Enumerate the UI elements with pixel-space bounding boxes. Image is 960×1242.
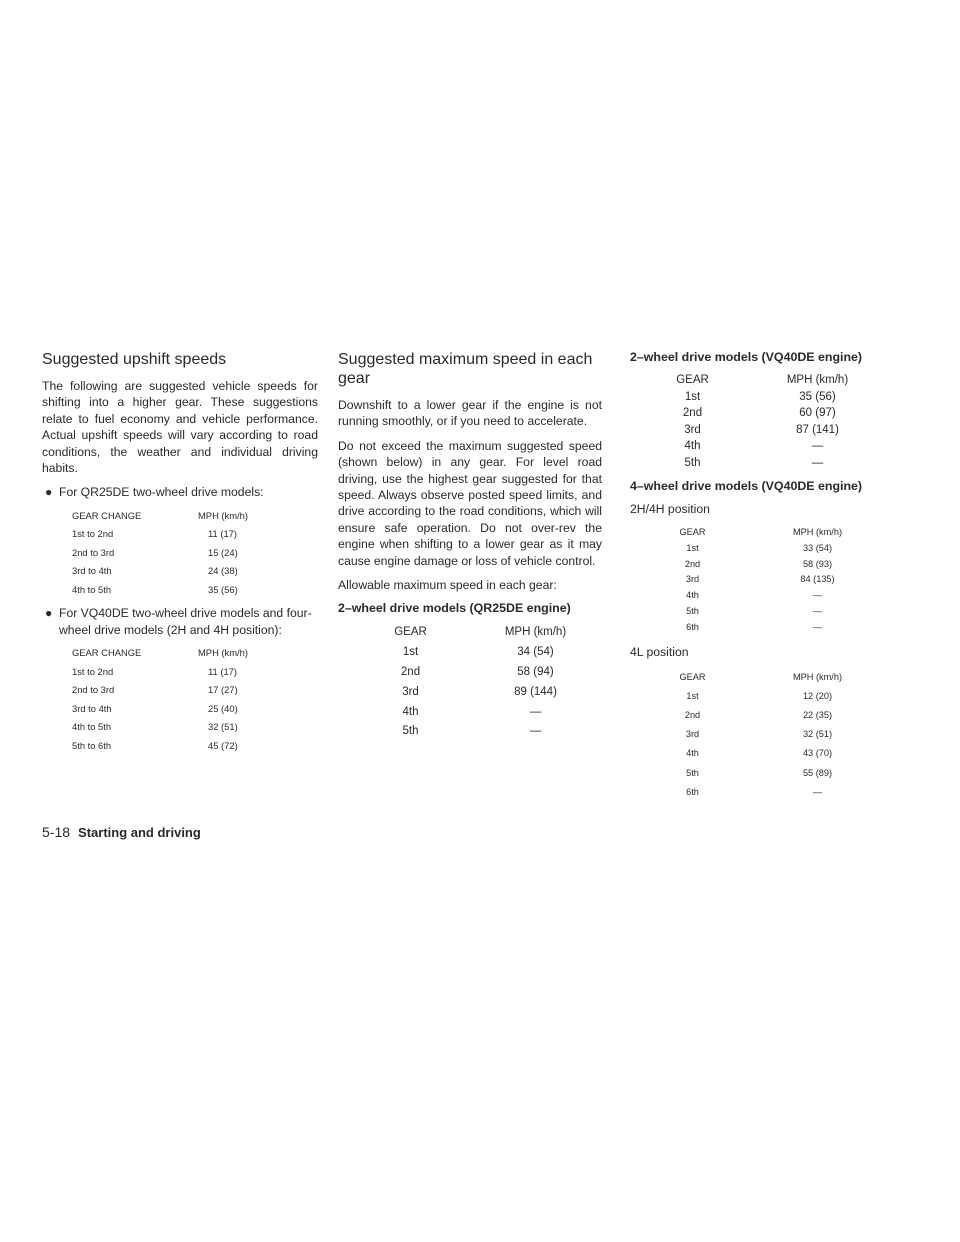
table-speed-cell: — xyxy=(812,605,823,616)
table-gear-cell: 4th to 5th xyxy=(72,721,112,733)
table-speed-cell: — xyxy=(812,590,823,601)
table-gear-cell: 1st xyxy=(684,390,701,403)
table-gear-cell: 1st xyxy=(686,690,699,701)
table-speed-cell: 35 (56) xyxy=(799,390,836,403)
table-gear-cell: 6th xyxy=(686,621,699,632)
table-gear-cell: 1st to 2nd xyxy=(72,528,114,540)
bullet-text: For QR25DE two-wheel drive models: xyxy=(59,485,264,500)
max-speed-para-1: Downshift to a lower gear if the engine is not running smoothly, or if you need to accelerate. xyxy=(338,398,602,429)
subheading-2wd-vq40de: 2–wheel drive models (VQ40DE engine) xyxy=(630,350,863,364)
table-gear-cell: 1st xyxy=(402,646,419,659)
table-header-cell: MPH (km/h) xyxy=(198,509,248,521)
table-speed-cell: 58 (93) xyxy=(802,558,833,569)
table-speed-cell: 60 (97) xyxy=(799,407,836,419)
table-gear-cell: 5th xyxy=(686,605,699,616)
table-header-cell: MPH (km/h) xyxy=(786,374,849,386)
table-speed-cell: 22 (35) xyxy=(802,709,833,720)
table-speed-cell: 25 (40) xyxy=(208,702,238,714)
table-gear-cell: 3rd xyxy=(402,685,419,698)
subheading-4wd-vq40de: 4–wheel drive models (VQ40DE engine) xyxy=(630,479,863,493)
upshift-table-vq40de xyxy=(42,644,282,755)
bullet-text: For VQ40DE two-wheel drive models and four-wheel drive models (2H and 4H position): xyxy=(59,606,312,637)
table-speed-cell: 43 (70) xyxy=(802,748,833,759)
max-speed-table-4l xyxy=(630,668,880,802)
table-speed-cell: 35 (56) xyxy=(208,583,238,595)
table-gear-cell: 4th xyxy=(686,590,699,601)
table-speed-cell: 15 (24) xyxy=(208,546,238,558)
column-3 xyxy=(630,350,892,810)
table-speed-cell: 24 (38) xyxy=(208,565,238,577)
table-speed-cell: 58 (94) xyxy=(517,666,554,679)
table-speed-cell: 32 (51) xyxy=(802,729,833,740)
table-gear-cell: 5th xyxy=(402,725,419,738)
table-gear-cell: 3rd to 4th xyxy=(72,565,112,577)
table-gear-cell: 2nd to 3rd xyxy=(72,684,115,696)
bullet-icon: ● xyxy=(45,606,53,621)
chapter-title: Starting and driving xyxy=(78,825,201,840)
table-gear-cell: 2nd to 3rd xyxy=(72,546,115,558)
upshift-intro: The following are suggested vehicle speeds for shifting into a higher gear. These suggestions relate to fuel economy and vehicle performance. Actual upshift speeds will vary according to road conditions, the weather and individual driving habits. xyxy=(42,379,318,476)
table-speed-cell: 32 (51) xyxy=(208,721,238,733)
max-speed-table-2h4h xyxy=(630,525,880,636)
bullet-vq40de xyxy=(42,605,318,638)
table-gear-cell: 3rd xyxy=(685,574,700,585)
table-speed-cell: 33 (54) xyxy=(802,542,833,553)
max-speed-para-3: Allowable maximum speed in each gear: xyxy=(338,578,557,593)
max-speed-table-qr25de xyxy=(338,623,588,742)
table-gear-cell: 6th xyxy=(686,786,699,797)
table-speed-cell: 11 (17) xyxy=(208,528,238,540)
table-header-cell: GEAR xyxy=(394,626,427,639)
column-1 xyxy=(42,350,318,761)
table-speed-cell: — xyxy=(812,786,823,797)
table-speed-cell: — xyxy=(812,621,823,632)
table-speed-cell: 84 (135) xyxy=(800,574,835,585)
position-label-2h4h: 2H/4H position xyxy=(630,502,710,516)
table-header-cell: GEAR CHANGE xyxy=(72,647,142,659)
section-heading-upshift: Suggested upshift speeds xyxy=(42,351,227,368)
column-2 xyxy=(338,350,602,750)
table-speed-cell: — xyxy=(529,705,542,718)
table-header-cell: MPH (km/h) xyxy=(198,647,248,659)
table-speed-cell: 17 (27) xyxy=(208,684,238,696)
table-gear-cell: 3rd xyxy=(685,729,700,740)
table-gear-cell: 2nd xyxy=(684,558,701,569)
table-gear-cell: 2nd xyxy=(684,709,701,720)
table-gear-cell: 1st xyxy=(686,542,699,553)
position-label-4l: 4L position xyxy=(630,644,689,659)
table-header-cell: MPH (km/h) xyxy=(504,626,567,639)
table-gear-cell: 4th xyxy=(686,748,699,759)
table-gear-cell: 5th xyxy=(684,456,701,469)
table-gear-cell: 5th to 6th xyxy=(72,739,112,751)
table-gear-cell: 4th to 5th xyxy=(72,583,112,595)
table-header-cell: MPH (km/h) xyxy=(793,527,842,537)
table-header-cell: GEAR xyxy=(679,671,706,682)
table-speed-cell: 55 (89) xyxy=(802,767,833,778)
table-speed-cell: 11 (17) xyxy=(208,665,238,677)
table-header-cell: MPH (km/h) xyxy=(793,671,842,682)
subheading-2wd-qr25de: 2–wheel drive models (QR25DE engine) xyxy=(338,601,571,616)
page-footer xyxy=(42,824,201,840)
table-gear-cell: 3rd xyxy=(684,423,701,436)
table-speed-cell: 45 (72) xyxy=(208,739,238,751)
upshift-table-qr25de xyxy=(42,507,282,600)
table-gear-cell: 2nd xyxy=(682,407,703,419)
table-header-cell: GEAR CHANGE xyxy=(72,509,142,521)
table-speed-cell: 34 (54) xyxy=(517,646,554,659)
table-speed-cell: 87 (141) xyxy=(796,423,839,436)
table-gear-cell: 2nd xyxy=(400,666,421,679)
max-speed-para-2: Do not exceed the maximum suggested speed (shown below) in any gear. For level road driving, use the highest gear suggested for that speed. Always observe posted speed limits, and drive according to the road conditions, which will ensure safe operation. Do not over-rev the engine when shifting to a lower gear as it may cause engine damage or loss of vehicle control. xyxy=(338,438,602,568)
section-heading-max-speed: Suggested maximum speed in each gear xyxy=(338,351,593,387)
table-gear-cell: 5th xyxy=(686,767,699,778)
table-speed-cell: 12 (20) xyxy=(802,690,833,701)
table-header-cell: GEAR xyxy=(679,527,706,537)
table-speed-cell: — xyxy=(811,456,824,469)
page-number: 5-18 xyxy=(42,824,71,840)
table-speed-cell: — xyxy=(811,440,824,452)
table-gear-cell: 3rd to 4th xyxy=(72,702,112,714)
table-speed-cell: — xyxy=(529,725,542,738)
table-header-cell: GEAR xyxy=(676,374,709,386)
bullet-icon: ● xyxy=(45,485,53,500)
table-gear-cell: 4th xyxy=(684,440,701,452)
max-speed-table-2wd-vq40de xyxy=(630,372,880,471)
table-gear-cell: 1st to 2nd xyxy=(72,665,114,677)
table-gear-cell: 4th xyxy=(402,705,419,718)
bullet-qr25de xyxy=(42,484,318,500)
table-speed-cell: 89 (144) xyxy=(514,685,557,698)
